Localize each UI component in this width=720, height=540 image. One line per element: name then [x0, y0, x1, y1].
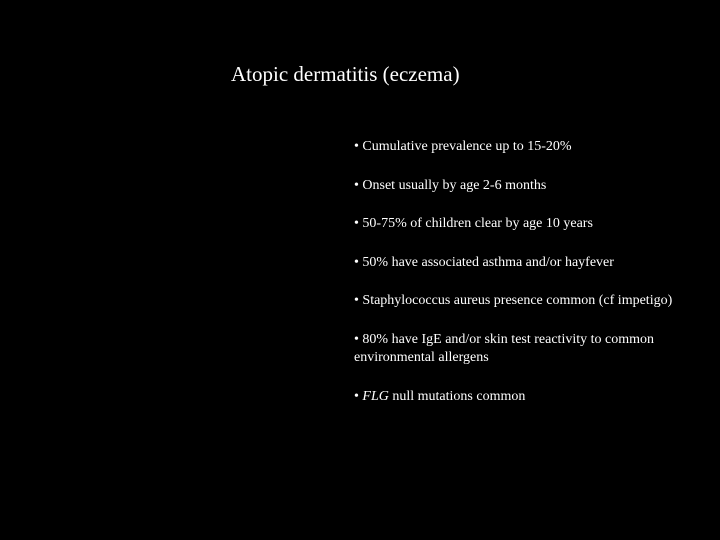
- bullet-suffix: null mutations common: [388, 388, 526, 404]
- bullet-item: • Staphylococcus aureus presence common (cf impetigo): [354, 293, 673, 308]
- slide-title: Atopic dermatitis (eczema): [231, 62, 460, 86]
- gene-name: FLG: [362, 388, 389, 404]
- bullet-prefix: •: [354, 388, 363, 404]
- bullet-item-flg: [354, 388, 716, 407]
- bullet-item: • 80% have IgE and/or skin test reactivity to common environmental allergens: [354, 331, 654, 365]
- bullet-item: • 50% have associated asthma and/or hayfever: [354, 254, 614, 270]
- bullet-item: • Onset usually by age 2-6 months: [354, 177, 547, 193]
- bullet-list: [354, 138, 716, 426]
- bullet-item: • 50-75% of children clear by age 10 years: [354, 216, 593, 231]
- bullet-item: • Cumulative prevalence up to 15-20%: [354, 139, 572, 154]
